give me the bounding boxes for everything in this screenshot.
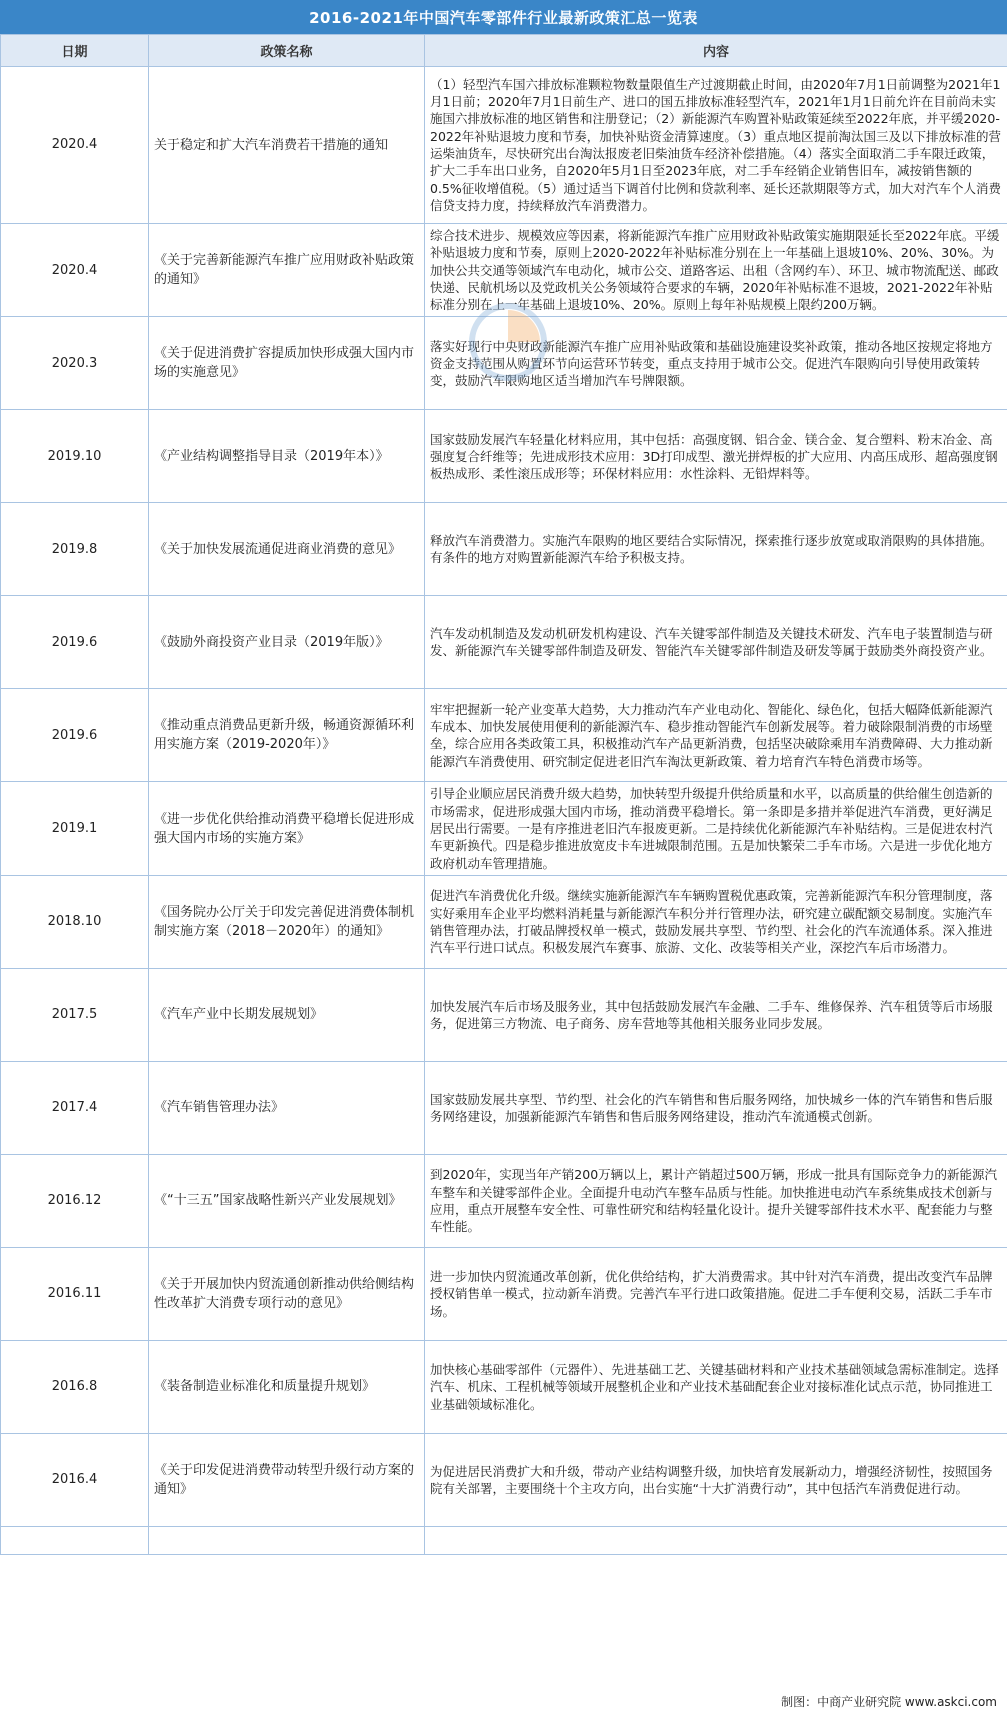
- row-content: 为促进居民消费扩大和升级，带动产业结构调整升级，加快培育发展新动力，增强经济韧性，按照国务院有关部署，主要围绕十个主攻方向，出台实施“十大扩消费行动”，其中包括汽车消费促进行动。: [425, 1433, 1007, 1526]
- row-content: 国家鼓励发展汽车轻量化材料应用，其中包括：高强度钢、铝合金、镁合金、复合塑料、粉末冶金、高强度复合纤维等；先进成形技术应用：3D打印成型、激光拼焊板的扩大应用、内高压成形、超高强度钢板热成形、柔性滚压成形等；环保材料应用：水性涂料、无铅焊料等。: [425, 410, 1007, 503]
- row-content: 国家鼓励发展共享型、节约型、社会化的汽车销售和售后服务网络，加快城乡一体的汽车销售和售后服务网络建设，加强新能源汽车销售和售后服务网络建设，推动汽车流通模式创新。: [425, 1061, 1007, 1154]
- policy-table-wrap: [0, 34, 1007, 1555]
- row-policy-name: 《进一步优化供给推动消费平稳增长促进形成强大国内市场的实施方案》: [149, 782, 425, 875]
- empty-cell: [1, 1526, 149, 1554]
- empty-cell: [149, 1526, 425, 1554]
- row-policy-name: 《汽车销售管理办法》: [149, 1061, 425, 1154]
- row-date: 2019.1: [1, 782, 149, 875]
- column-header-name: 政策名称: [149, 35, 425, 67]
- row-content: 释放汽车消费潜力。实施汽车限购的地区要结合实际情况，探索推行逐步放宽或取消限购的具体措施。有条件的地方对购置新能源汽车给予积极支持。: [425, 503, 1007, 596]
- table-row: [1, 596, 1007, 689]
- row-content: 引导企业顺应居民消费升级大趋势，加快转型升级提升供给质量和水平，以高质量的供给催生创造新的市场需求，促进形成强大国内市场，推动消费平稳增长。第一条即是多措并举促进汽车消费，更好满足居民出行需要。一是有序推进老旧汽车报废更新。二是持续优化新能源汽车补贴结构。三是促进农村汽车更新换代。四是稳步推进放宽皮卡车进城限制范围。五是加快繁荣二手车市场。六是进一步优化地方政府机动车管理措施。: [425, 782, 1007, 875]
- row-date: 2019.10: [1, 410, 149, 503]
- row-content: 进一步加快内贸流通改革创新，优化供给结构，扩大消费需求。其中针对汽车消费，提出改变汽车品牌授权销售单一模式，拉动新车消费。完善汽车平行进口政策措施。促进二手车便利交易，活跃二手车市场。: [425, 1247, 1007, 1340]
- row-policy-name: 《关于印发促进消费带动转型升级行动方案的通知》: [149, 1433, 425, 1526]
- column-header-content: 内容: [425, 35, 1007, 67]
- table-row: [1, 410, 1007, 503]
- row-policy-name: 《汽车产业中长期发展规划》: [149, 968, 425, 1061]
- table-row: [1, 875, 1007, 968]
- row-policy-name: 《装备制造业标准化和质量提升规划》: [149, 1340, 425, 1433]
- row-policy-name: 《产业结构调整指导目录（2019年本）》: [149, 410, 425, 503]
- row-content: 落实好现行中央财政新能源汽车推广应用补贴政策和基础设施建设奖补政策，推动各地区按规定将地方资金支持范围从购置环节向运营环节转变，重点支持用于城市公交。促进汽车限购向引导使用政策转变，鼓励汽车限购地区适当增加汽车号牌限额。: [425, 317, 1007, 410]
- row-policy-name: 《关于开展加快内贸流通创新推动供给侧结构性改革扩大消费专项行动的意见》: [149, 1247, 425, 1340]
- row-content: 牢牢把握新一轮产业变革大趋势，大力推动汽车产业电动化、智能化、绿色化，包括大幅降低新能源汽车成本、加快发展使用便利的新能源汽车、稳步推动智能汽车创新发展等。着力破除限制消费的市场壁垒，综合应用各类政策工具，积极推动汽车产品更新消费，包括坚决破除乘用车消费障碍、大力推动新能源汽车消费使用、研究制定促进老旧汽车淘汰更新政策、着力培育汽车特色消费市场等。: [425, 689, 1007, 782]
- source-note: 制图：中商产业研究院 www.askci.com: [781, 1695, 997, 1709]
- table-row: [1, 782, 1007, 875]
- table-row: [1, 1433, 1007, 1526]
- row-policy-name: 《鼓励外商投资产业目录（2019年版）》: [149, 596, 425, 689]
- column-header-row: [1, 35, 1007, 67]
- row-date: 2018.10: [1, 875, 149, 968]
- row-policy-name: 《“十三五”国家战略性新兴产业发展规划》: [149, 1154, 425, 1247]
- row-date: 2019.8: [1, 503, 149, 596]
- table-row: [1, 1340, 1007, 1433]
- row-date: 2020.4: [1, 67, 149, 224]
- row-content: 加快发展汽车后市场及服务业，其中包括鼓励发展汽车金融、二手车、维修保养、汽车租赁等后市场服务，促进第三方物流、电子商务、房车营地等其他相关服务业同步发展。: [425, 968, 1007, 1061]
- row-policy-name: 《关于促进消费扩容提质加快形成强大国内市场的实施意见》: [149, 317, 425, 410]
- table-body: [1, 67, 1007, 1555]
- table-row: [1, 1061, 1007, 1154]
- row-content: （1）轻型汽车国六排放标准颗粒物数量限值生产过渡期截止时间，由2020年7月1日前调整为2021年1月1日前；2020年7月1日前生产、进口的国五排放标准轻型汽车，2021年1月1日前允许在目前尚未实施国六排放标准的地区销售和注册登记；（2）新能源汽车购置补贴政策延续至2022年底，并平缓2020-2022年补贴退坡力度和节奏，加快补贴资金清算速度。（3）重点地区提前淘汰国三及以下排放标准的营运柴油货车，尽快研究出台淘汰报废老旧柴油货车经济补偿措施。（4）落实全面取消二手车限迁政策，扩大二手车出口业务，自2020年5月1日至2023年底，对二手车经销企业销售旧车，减按销售额的0.5%征收增值税。（5）通过适当下调首付比例和贷款利率、延长还款期限等方式，加大对汽车个人消费信贷支持力度，持续释放汽车消费潜力。: [425, 67, 1007, 224]
- table-title: 2016-2021年中国汽车零部件行业最新政策汇总一览表: [0, 0, 1007, 34]
- row-date: 2020.4: [1, 224, 149, 317]
- table-row: [1, 67, 1007, 224]
- row-date: 2017.4: [1, 1061, 149, 1154]
- row-policy-name: 《关于完善新能源汽车推广应用财政补贴政策的通知》: [149, 224, 425, 317]
- empty-row: [1, 1526, 1007, 1554]
- row-date: 2016.8: [1, 1340, 149, 1433]
- row-policy-name: 关于稳定和扩大汽车消费若干措施的通知: [149, 67, 425, 224]
- row-policy-name: 《国务院办公厅关于印发完善促进消费体制机制实施方案（2018－2020年）的通知》: [149, 875, 425, 968]
- row-content: 促进汽车消费优化升级。继续实施新能源汽车车辆购置税优惠政策，完善新能源汽车积分管理制度，落实好乘用车企业平均燃料消耗量与新能源汽车积分并行管理办法，研究建立碳配额交易制度。实施汽车销售管理办法，打破品牌授权单一模式，鼓励发展共享型、节约型、社会化的汽车流通体系。深入推进汽车平行进口试点。积极发展汽车赛事、旅游、文化、改装等相关产业，深挖汽车后市场潜力。: [425, 875, 1007, 968]
- table-row: [1, 1154, 1007, 1247]
- row-content: 到2020年，实现当年产销200万辆以上，累计产销超过500万辆，形成一批具有国际竞争力的新能源汽车整车和关键零部件企业。全面提升电动汽车整车品质与性能。加快推进电动汽车系统集成技术创新与应用，重点开展整车安全性、可靠性研究和结构轻量化设计。提升关键零部件技术水平、配套能力与整车性能。: [425, 1154, 1007, 1247]
- column-header-date: 日期: [1, 35, 149, 67]
- policy-table: [0, 34, 1007, 1555]
- row-policy-name: 《推动重点消费品更新升级，畅通资源循环利用实施方案（2019-2020年）》: [149, 689, 425, 782]
- row-date: 2019.6: [1, 689, 149, 782]
- row-date: 2017.5: [1, 968, 149, 1061]
- row-content: 综合技术进步、规模效应等因素，将新能源汽车推广应用财政补贴政策实施期限延长至2022年底。平缓补贴退坡力度和节奏，原则上2020-2022年补贴标准分别在上一年基础上退坡10%、20%、30%。为加快公共交通等领域汽车电动化，城市公交、道路客运、出租（含网约车）、环卫、城市物流配送、邮政快递、民航机场以及党政机关公务领域符合要求的车辆，2020年补贴标准不退坡，2021-2022年补贴标准分别在上一年基础上退坡10%、20%。原则上每年补贴规模上限约200万辆。: [425, 224, 1007, 317]
- table-row: [1, 503, 1007, 596]
- row-policy-name: 《关于加快发展流通促进商业消费的意见》: [149, 503, 425, 596]
- watermark-logo-icon: [466, 300, 550, 384]
- row-date: 2016.4: [1, 1433, 149, 1526]
- row-date: 2016.12: [1, 1154, 149, 1247]
- empty-cell: [425, 1526, 1007, 1554]
- row-content: 加快核心基础零部件（元器件）、先进基础工艺、关键基础材料和产业技术基础领域急需标准制定。选择汽车、机床、工程机械等领域开展整机企业和产业技术基础配套企业对接标准化试点示范，协同推进工业基础领域标准化。: [425, 1340, 1007, 1433]
- table-row: [1, 1247, 1007, 1340]
- row-date: 2020.3: [1, 317, 149, 410]
- row-content: 汽车发动机制造及发动机研发机构建设、汽车关键零部件制造及关键技术研发、汽车电子装置制造与研发、新能源汽车关键零部件制造及研发、智能汽车关键零部件制造及研发等属于鼓励类外商投资产业。: [425, 596, 1007, 689]
- row-date: 2016.11: [1, 1247, 149, 1340]
- table-row: [1, 968, 1007, 1061]
- row-date: 2019.6: [1, 596, 149, 689]
- table-row: [1, 689, 1007, 782]
